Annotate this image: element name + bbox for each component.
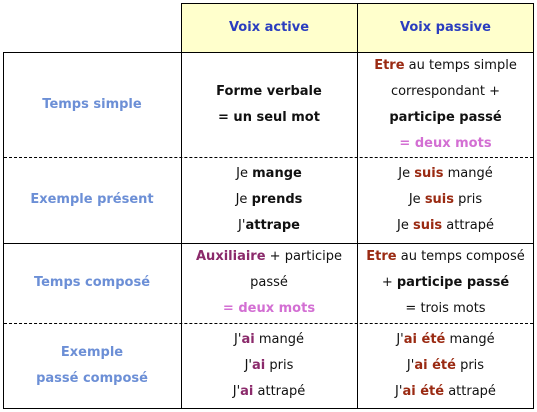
text-segment: passé: [250, 275, 288, 290]
dashed-separator-1: [4, 157, 533, 158]
row-label-line: Exemple: [60, 344, 124, 360]
text-segment: Auxiliaire: [196, 249, 266, 264]
text-segment: pris: [265, 357, 294, 373]
text-segment: participe passé: [389, 109, 502, 125]
table-cell-r3-active: [181, 243, 357, 323]
text-segment: ai: [241, 331, 255, 347]
cell-lines: [397, 161, 494, 239]
text-segment: suis: [424, 192, 454, 207]
table-cell-r1-label: [3, 52, 181, 157]
table-cell-r1-active: [181, 52, 357, 157]
cell-line: [396, 327, 494, 353]
text-segment: Je: [398, 166, 415, 181]
cell-line: [398, 161, 492, 187]
text-segment: + participe: [265, 249, 342, 264]
table-cell-r2-active: [181, 157, 357, 243]
text-segment: ai été: [403, 331, 446, 347]
cell-line: [366, 244, 524, 270]
text-segment: Forme verbale: [216, 83, 322, 99]
cell-lines: [233, 327, 306, 405]
cell-line: [382, 270, 509, 296]
cell-line: [236, 161, 302, 187]
row-label-line: Temps simple: [42, 96, 142, 112]
text-segment: ai: [252, 357, 266, 373]
table-cell-r2-passive: [357, 157, 534, 243]
cell-line: [405, 296, 485, 322]
table-cell-r2-label: [3, 157, 181, 243]
table-cell-r3-passive: [357, 243, 534, 323]
text-segment: = deux mots: [399, 135, 492, 151]
cell-lines: [42, 92, 141, 118]
text-segment: J': [406, 357, 415, 373]
text-segment: attrape: [245, 218, 300, 233]
cell-line: [218, 105, 320, 131]
text-segment: Je: [396, 218, 413, 233]
cell-lines: [34, 270, 150, 296]
table-cell-r4-label: [3, 323, 181, 408]
text-segment: J': [234, 331, 242, 347]
text-segment: au temps simple: [404, 57, 517, 73]
cell-line: [399, 131, 491, 157]
text-segment: participe passé: [396, 275, 510, 290]
header-passive-label: Voix passive: [400, 20, 491, 35]
cell-lines: [236, 161, 303, 239]
text-segment: mangé: [443, 166, 493, 181]
text-segment: J': [396, 331, 404, 347]
cell-line: [397, 213, 494, 239]
text-segment: ai: [240, 383, 254, 399]
cell-line: [238, 213, 300, 239]
header-voix-passive: [357, 3, 534, 52]
cell-lines: [395, 327, 496, 405]
cell-line: [409, 187, 482, 213]
row-label-line: Exemple présent: [30, 192, 154, 207]
cell-lines: [30, 187, 153, 213]
text-segment: attrapé: [253, 383, 306, 399]
table-cell-r1-passive: [357, 52, 534, 157]
cell-line: [216, 79, 322, 105]
text-segment: +: [381, 275, 397, 290]
border-col1: [181, 3, 182, 409]
cell-line: [236, 187, 303, 213]
border-col2: [357, 3, 358, 409]
text-segment: pris: [454, 192, 483, 207]
cell-line: [233, 379, 306, 405]
text-segment: suis: [412, 218, 443, 233]
text-segment: correspondant +: [390, 83, 501, 99]
text-segment: Etre: [374, 57, 405, 73]
cell-line: [389, 105, 501, 131]
text-segment: Je: [408, 192, 425, 207]
text-segment: = deux mots: [222, 301, 316, 316]
border-mid: [3, 243, 534, 244]
cell-line: [223, 296, 315, 322]
text-segment: ai été: [402, 383, 445, 399]
table-cell-r4-active: [181, 323, 357, 408]
text-segment: Je: [236, 166, 253, 181]
cell-lines: [36, 340, 148, 392]
row-label-line: Temps composé: [33, 275, 151, 290]
text-segment: suis: [414, 166, 444, 181]
dashed-separator-2: [4, 323, 533, 324]
cell-line: [395, 379, 496, 405]
text-segment: = un seul mot: [218, 109, 320, 125]
text-segment: attrapé: [444, 383, 496, 399]
cell-line: [250, 270, 288, 296]
text-segment: Etre: [366, 249, 397, 264]
cell-lines: [374, 53, 517, 157]
text-segment: J': [395, 383, 403, 399]
text-segment: ai été: [414, 357, 456, 373]
cell-line: [374, 53, 517, 79]
text-segment: J': [244, 357, 253, 373]
border-header-bottom: [3, 52, 534, 53]
text-segment: mangé: [445, 331, 495, 347]
border-left: [3, 52, 4, 409]
cell-lines: [216, 79, 322, 131]
text-segment: J': [232, 383, 241, 399]
text-segment: au temps composé: [396, 249, 525, 264]
text-segment: mange: [252, 166, 302, 181]
cell-lines: [366, 244, 524, 322]
cell-line: [407, 353, 484, 379]
border-bottom: [3, 408, 534, 409]
text-segment: attrapé: [442, 218, 494, 233]
text-segment: J': [238, 218, 246, 233]
row-label-line: passé composé: [36, 370, 148, 386]
border-right: [533, 3, 534, 409]
cell-line: [196, 244, 342, 270]
text-segment: Je: [235, 192, 252, 207]
text-segment: pris: [455, 357, 485, 373]
text-segment: prends: [251, 192, 303, 207]
cell-lines: [196, 244, 342, 322]
text-segment: = trois mots: [405, 301, 486, 316]
cell-line: [234, 327, 304, 353]
cell-line: [391, 79, 500, 105]
header-voix-active: [181, 3, 357, 52]
table-cell-r4-passive: [357, 323, 534, 408]
text-segment: mangé: [254, 331, 304, 347]
header-active-label: Voix active: [228, 20, 310, 35]
table-cell-r3-label: [3, 243, 181, 323]
cell-line: [245, 353, 294, 379]
